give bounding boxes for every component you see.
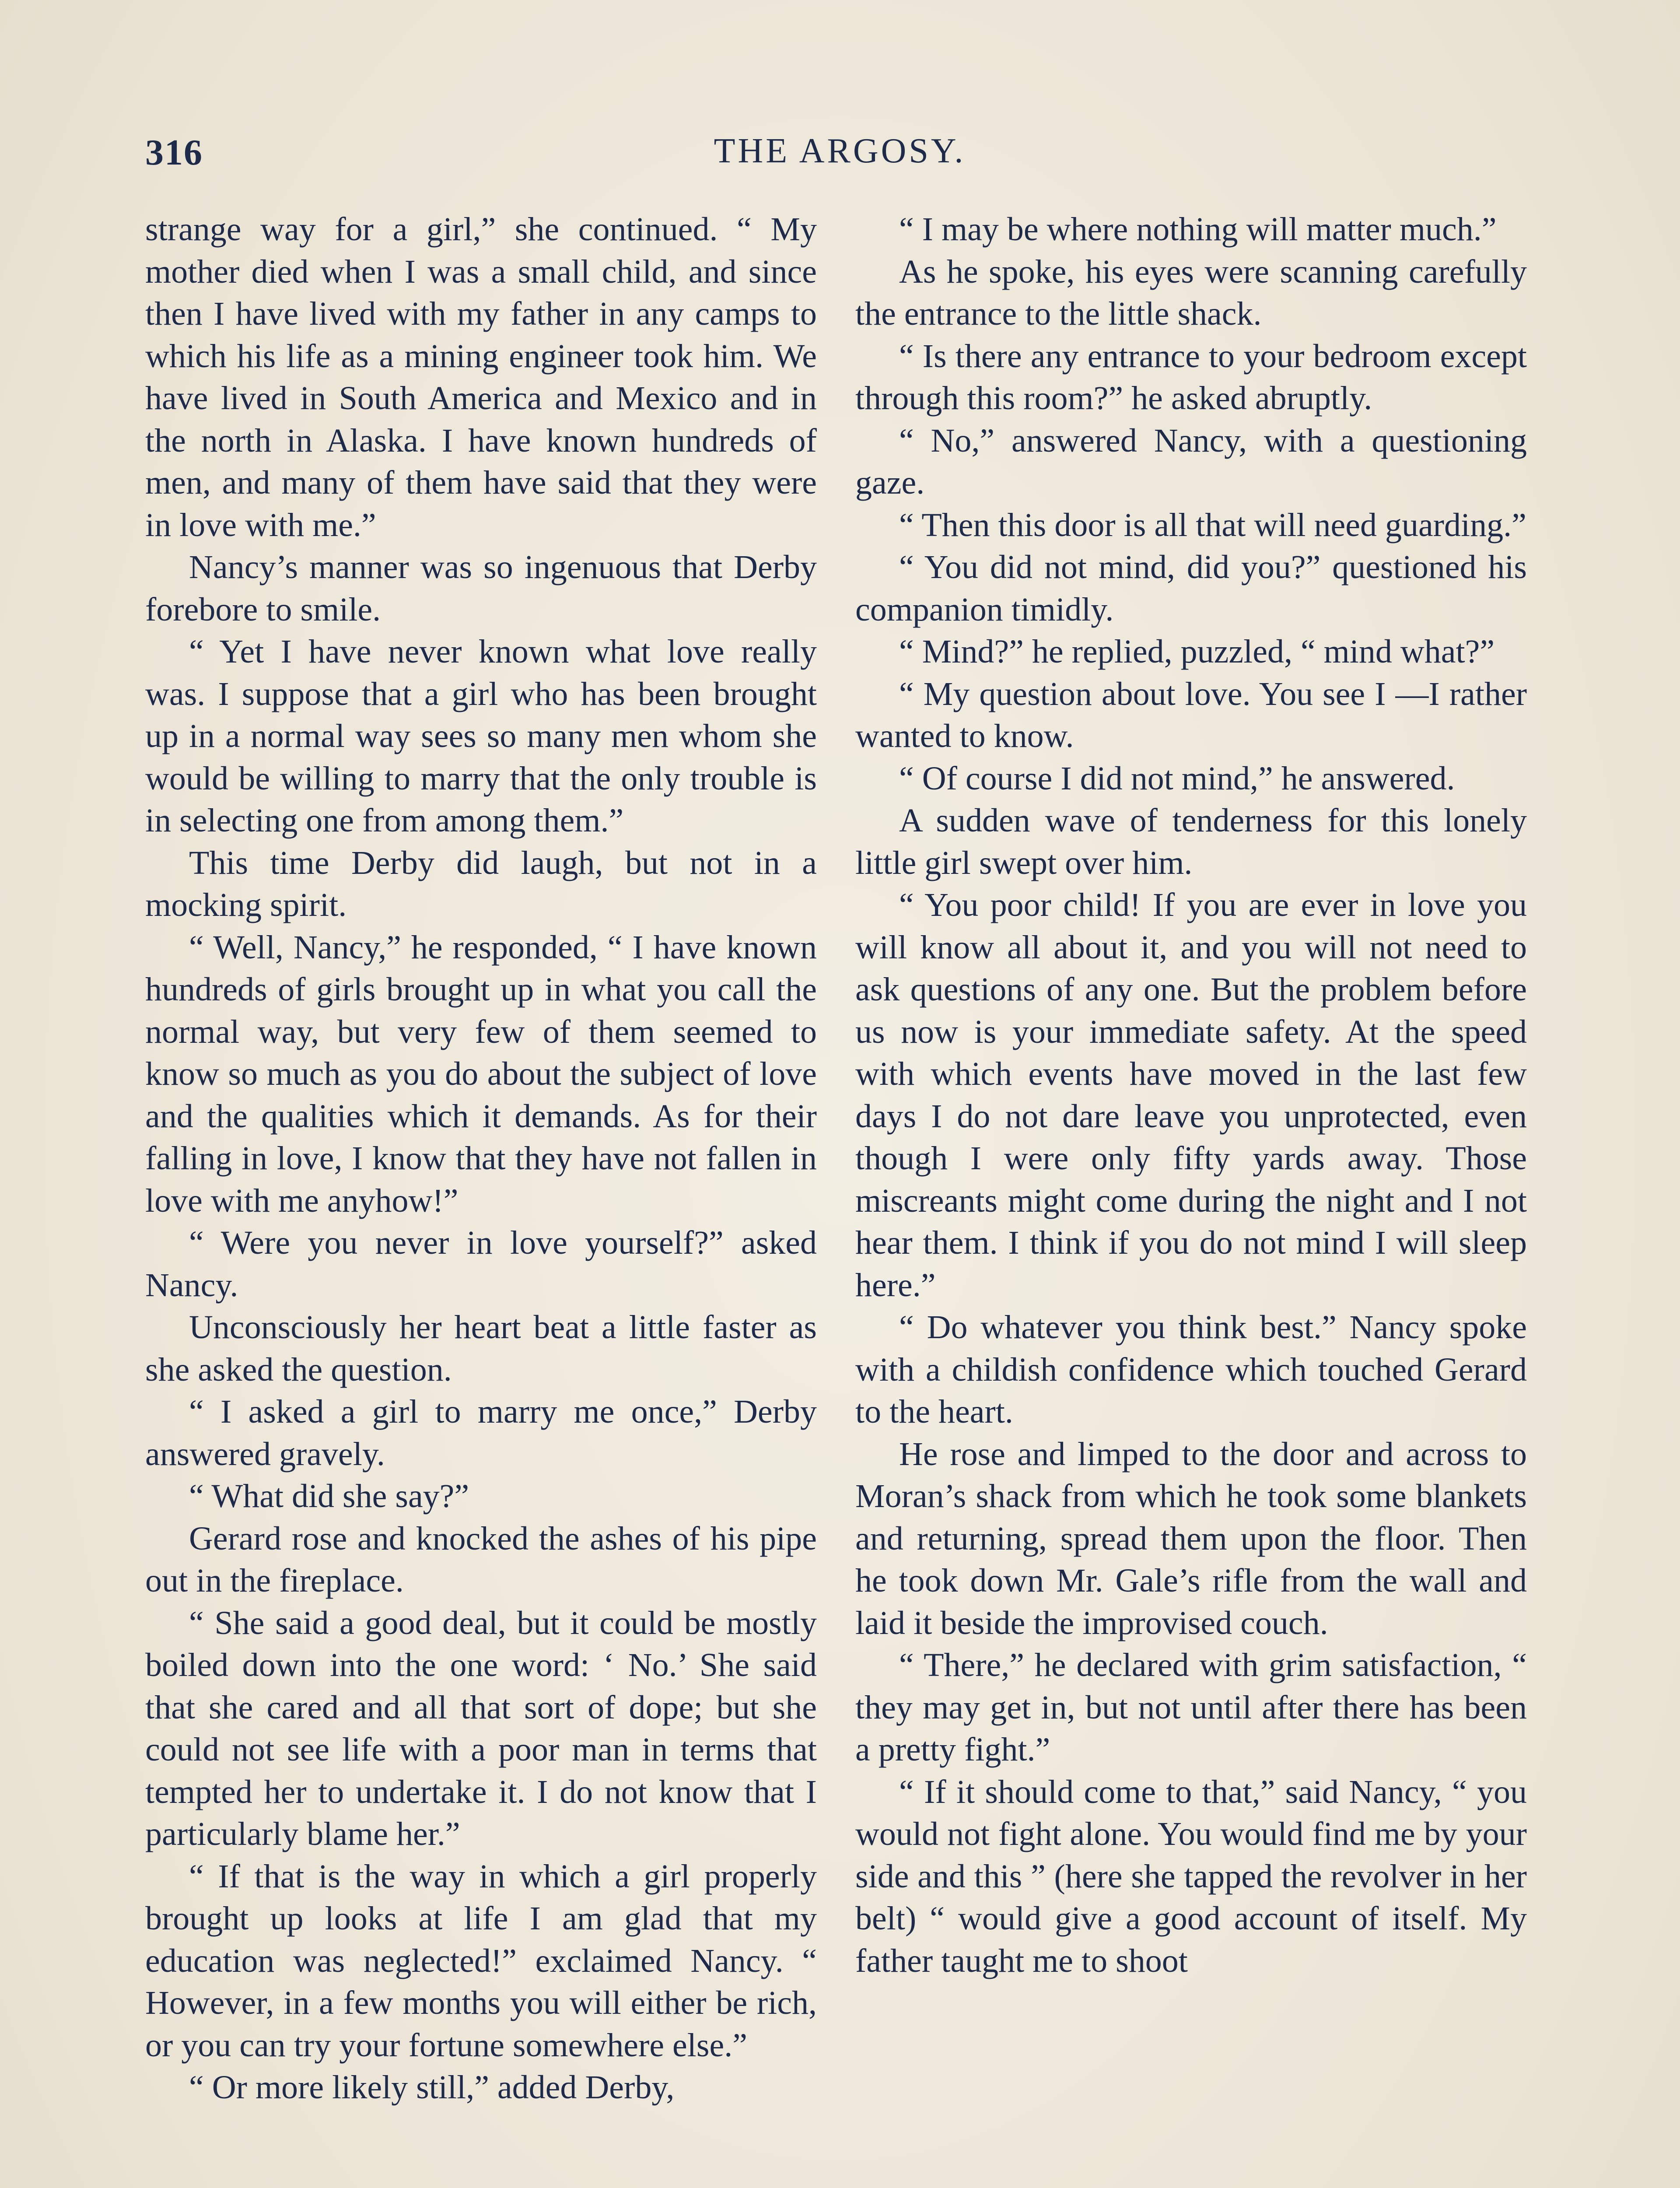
paragraph: “ Then this door is all that will need guarding.” — [899, 506, 1526, 543]
paragraph: “ She said a good deal, but it could be mostly boiled down into the one word: ‘ No.’ She said that she cared and all that sort of dope; but she could not see life with a poor man in terms that tempted her to undertake it. I do not know that I particularly blame her.” — [145, 1604, 817, 1852]
left-column — [145, 208, 817, 2109]
paragraph: “ There,” he declared with grim satisfaction, “ they may get in, but not until after there has been a pretty fight.” — [855, 1647, 1527, 1768]
paragraph: “ Yet I have never known what love really was. I suppose that a girl who has been brought up in a normal way sees so many men whom she would be willing to marry that the only trouble is in selecting one from among them.” — [145, 633, 817, 839]
paragraph: “ You did not mind, did you?” questioned his companion timidly. — [855, 549, 1527, 628]
running-head: THE ARGOSY. — [714, 132, 966, 170]
paragraph: “ If it should come to that,” said Nancy, “ you would not fight alone. You would find me by your side and this ” (here she tapped the revolver in her belt) “ would give a good account of itself. My father taught me to shoot — [855, 1773, 1527, 1979]
paragraph: “ Mind?” he replied, puzzled, “ mind what?” — [899, 633, 1495, 670]
paragraph: “ Well, Nancy,” he responded, “ I have known hundreds of girls brought up in what you call the normal way, but very few of them seemed to know so much as you do about the subject of love and the qualities which it demands. As for their falling in love, I know that they have not fallen in love with me anyhow!” — [145, 929, 817, 1219]
page-header — [145, 131, 1534, 179]
paragraph: “ Or more likely still,” added Derby, — [189, 2069, 675, 2106]
paragraph: “ No,” answered Nancy, with a questioning gaze. — [855, 422, 1527, 501]
paragraph: A sudden wave of tenderness for this lonely little girl swept over him. — [855, 802, 1527, 881]
paragraph: This time Derby did laugh, but not in a mocking spirit. — [145, 844, 817, 923]
paragraph: “ Do whatever you think best.” Nancy spoke with a childish confidence which touched Gerard to the heart. — [855, 1309, 1527, 1430]
paragraph: “ What did she say?” — [189, 1478, 469, 1515]
paragraph: “ Is there any entrance to your bedroom except through this room?” he asked abruptly. — [855, 337, 1527, 417]
paragraph: “ Of course I did not mind,” he answered. — [899, 760, 1455, 797]
paragraph: “ If that is the way in which a girl properly brought up looks at life I am glad that my education was neglected!” exclaimed Nancy. “ However, in a few months you will either be rich, or you can try your fortune somewhere else.” — [145, 1858, 817, 2064]
paragraph: “ Were you never in love yourself?” asked Nancy. — [145, 1224, 817, 1304]
paragraph: “ You poor child! If you are ever in love you will know all about it, and you will not need to ask questions of any one. But the problem before us now is your immediate safety. At the speed with which events have moved in the last few days I do not dare leave you unprotected, even though I were only fifty yards away. Those miscreants might come during the night and I not hear them. I think if you do not mind I will sleep here.” — [855, 887, 1527, 1304]
paragraph: As he spoke, his eyes were scanning carefully the entrance to the little shack. — [855, 253, 1527, 332]
right-column — [855, 208, 1527, 1982]
paragraph: He rose and limped to the door and across to Moran’s shack from which he took some blankets and returning, spread them upon the floor. Then he took down Mr. Gale’s rifle from the wall and laid it beside the improvised couch. — [855, 1435, 1527, 1641]
paragraph: “ I asked a girl to marry me once,” Derby answered gravely. — [145, 1393, 817, 1473]
paragraph: “ I may be where nothing will matter much.” — [899, 211, 1497, 248]
paragraph: strange way for a girl,” she continued. “ My mother died when I was a small child, and since then I have lived with my father in any camps to which his life as a mining engineer took him. We have lived in South America and Mexico and in the north in Alaska. I have known hundreds of men, and many of them have said that they were in love with me.” — [145, 211, 817, 543]
paragraph: Unconsciously her heart beat a little faster as she asked the question. — [145, 1309, 817, 1388]
paragraph: Gerard rose and knocked the ashes of his pipe out in the fireplace. — [145, 1520, 817, 1599]
paragraph: “ My question about love. You see I —I rather wanted to know. — [855, 675, 1527, 754]
page-number: 316 — [145, 132, 203, 173]
paragraph: Nancy’s manner was so ingenuous that Derby forebore to smile. — [145, 549, 817, 628]
